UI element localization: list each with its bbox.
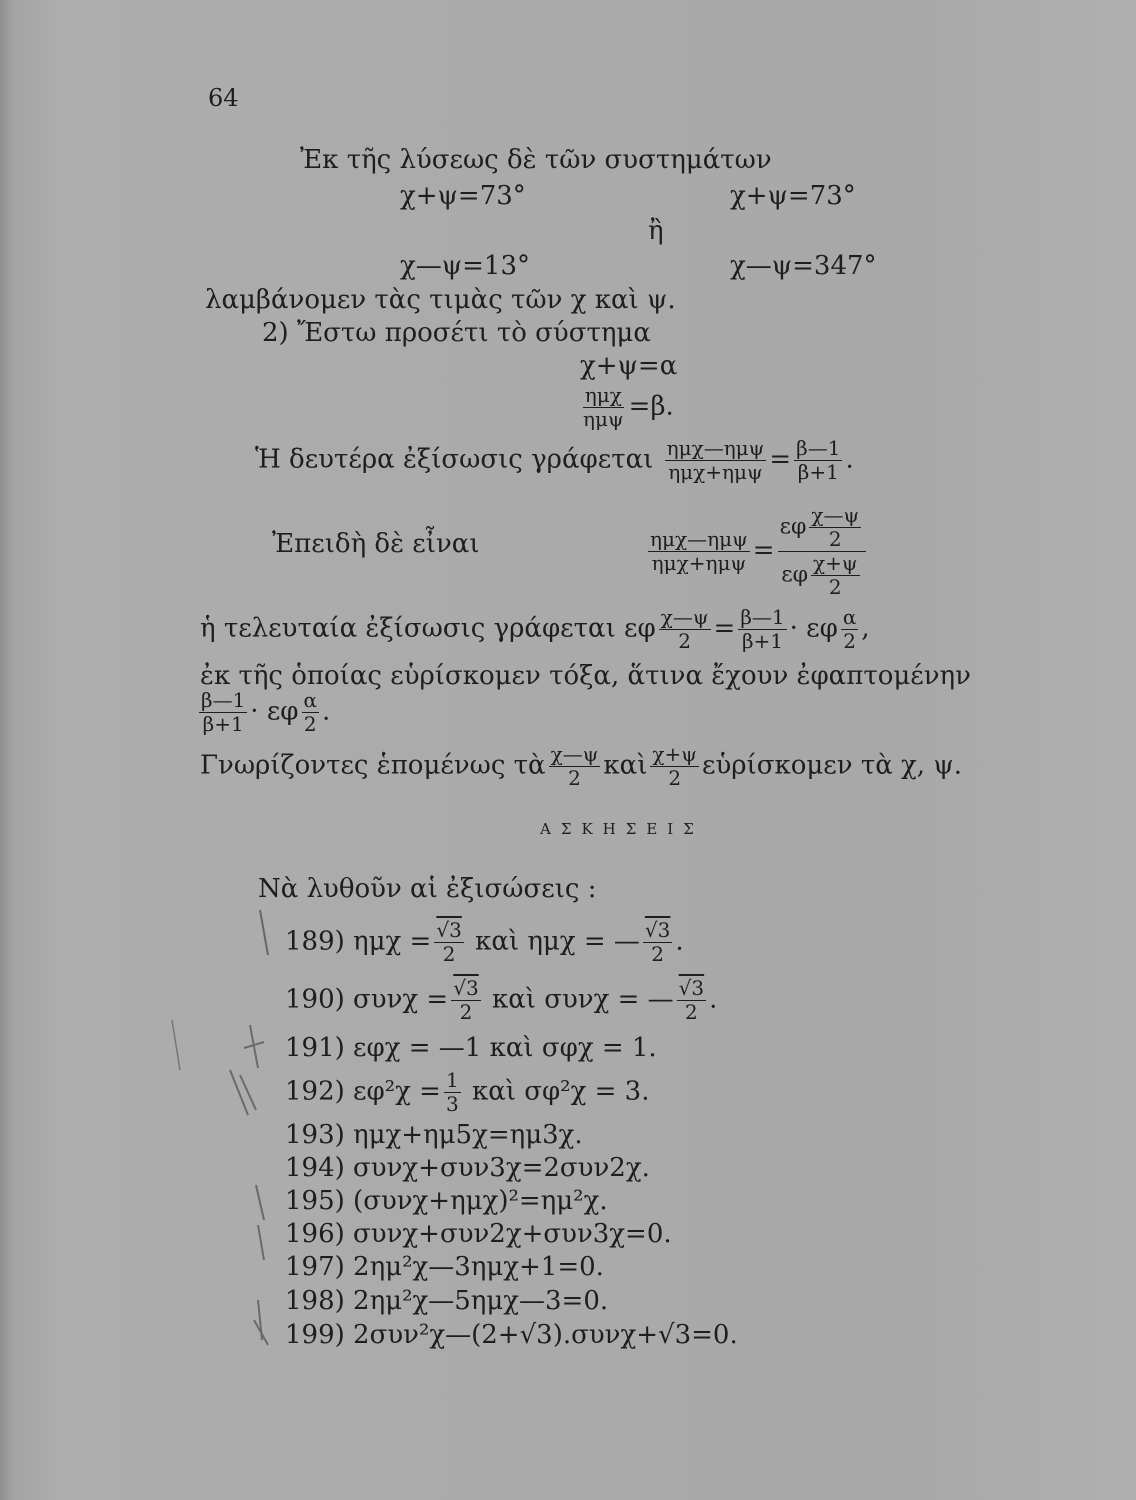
fraction: $\frac{√3}{2}$ xyxy=(678,976,705,1024)
exercise-199: 199) 2συν²χ—(2+√3).συνχ+√3=0. xyxy=(285,1320,738,1350)
fraction: $\frac{\chi+\psi}{2}$ xyxy=(652,742,697,790)
system2-eq2: χ—ψ=347° xyxy=(730,251,877,281)
tangent-value: $\frac{\beta—1}{\beta+1}$ · εφ $\frac{\alpha}{2}$ . xyxy=(201,688,331,736)
case2-eq2: $\frac{\text{ημχ}}{\text{ημψ}}$ =β. xyxy=(583,383,674,431)
case2-line: 2) Ἔστω προσέτι τὸ σύστημα xyxy=(262,318,651,348)
fraction: $\frac{\chi+\psi}{2}$ xyxy=(813,551,858,599)
fraction: $\frac{\chi—\psi}{2}$ xyxy=(550,742,599,790)
fraction: $\frac{\chi—\psi}{2}$ xyxy=(811,503,860,551)
exercise-193: 193) ημχ+ημ5χ=ημ3χ. xyxy=(285,1120,583,1150)
fraction: $\frac{\alpha}{2}$ xyxy=(842,605,857,653)
system1-eq1: χ+ψ=73° xyxy=(400,181,526,211)
fraction: $\frac{\beta—1}{\beta+1}$ xyxy=(740,605,785,653)
arcs-line: ἐκ τῆς ὁποίας εὑρίσκομεν τόξα, ἅτινα ἔχουν ἐφαπτομένην xyxy=(200,661,971,691)
fraction: $\frac{\text{ημχ}}{\text{ημψ}}$ xyxy=(583,383,624,431)
compound-fraction: εφ $\frac{\chi—\psi}{2}$ εφ $\frac{\chi+\psi}{2}$ xyxy=(778,505,867,598)
system1-eq2: χ—ψ=13° xyxy=(400,251,531,281)
fraction: $\frac{√3}{2}$ xyxy=(644,918,671,966)
second-equation: Ἡ δευτέρα ἐξίσωσις γράφεται $\frac{\text{ημχ—ημψ}}{\text{ημχ+ημψ}}$ = $\frac{\beta—1}{\beta+1}$ . xyxy=(255,436,854,484)
exercise-197: 197) 2ημ²χ—3ημχ+1=0. xyxy=(285,1252,604,1282)
fraction: $\frac{\text{ημχ—ημψ}}{\text{ημχ+ημψ}}$ xyxy=(666,436,765,484)
fraction: $\frac{\chi—\psi}{2}$ xyxy=(660,605,709,653)
since-equation: $\frac{\text{ημχ—ημψ}}{\text{ημχ+ημψ}}$ = εφ $\frac{\chi—\psi}{2}$ εφ $\frac{\chi+\psi}{2}$ xyxy=(645,505,869,598)
fraction: $\frac{\beta—1}{\beta+1}$ xyxy=(796,436,841,484)
exercise-190: 190) συνχ = $\frac{√3}{2}$ καὶ συνχ = — $\frac{√3}{2}$ . xyxy=(285,976,718,1024)
exercise-196: 196) συνχ+συν2χ+συν3χ=0. xyxy=(285,1219,672,1249)
fraction: $\frac{\text{ημχ—ημψ}}{\text{ημχ+ημψ}}$ xyxy=(650,527,748,575)
since-text: Ἐπειδὴ δὲ εἶναι xyxy=(272,529,480,559)
exercise-195: 195) (συνχ+ημχ)²=ημ²χ. xyxy=(285,1186,608,1216)
fraction: $\frac{\alpha}{2}$ xyxy=(303,688,318,736)
exercise-194: 194) συνχ+συν3χ=2συν2χ. xyxy=(285,1153,650,1183)
exercises-intro: Νὰ λυθοῦν αἱ ἐξισώσεις : xyxy=(258,874,597,904)
exercise-198: 198) 2ημ²χ—5ημχ—3=0. xyxy=(285,1286,609,1316)
intro-line: Ἐκ τῆς λύσεως δὲ τῶν συστημάτων xyxy=(300,145,772,175)
values-line: λαμβάνομεν τὰς τιμὰς τῶν χ καὶ ψ. xyxy=(205,285,676,315)
fraction: $\frac{√3}{2}$ xyxy=(436,918,462,966)
fraction: $\frac{\beta—1}{\beta+1}$ xyxy=(201,688,246,736)
pencil-marks xyxy=(160,900,290,1360)
last-equation: ἡ τελευταία ἐξίσωσις γράφεται εφ $\frac{\chi—\psi}{2}$ = $\frac{\beta—1}{\beta+1}$ · εφ $\frac{\alpha}{2}$ , xyxy=(200,605,870,653)
or-word: ἢ xyxy=(648,216,664,246)
case2-eq1: χ+ψ=α xyxy=(580,351,678,381)
fraction: $\frac{√3}{2}$ xyxy=(453,976,479,1024)
fraction: $\frac{1}{3}$ xyxy=(445,1068,459,1116)
knowing-line: Γνωρίζοντες ἑπομένως τὰ $\frac{\chi—\psi}{2}$ καὶ $\frac{\chi+\psi}{2}$ εὑρίσκομεν τὰ χ, ψ. xyxy=(200,742,962,790)
exercise-191: 191) εφχ = —1 καὶ σφχ = 1. xyxy=(285,1033,657,1063)
exercise-189: 189) ημχ = $\frac{√3}{2}$ καὶ ημχ = — $\frac{√3}{2}$ . xyxy=(285,918,684,966)
system2-eq1: χ+ψ=73° xyxy=(730,181,856,211)
page-number: 64 xyxy=(208,84,239,112)
exercises-heading: ΑΣΚΗΣΕΙΣ xyxy=(540,820,704,838)
exercise-192: 192) εφ²χ = $\frac{1}{3}$ καὶ σφ²χ = 3. xyxy=(285,1068,650,1116)
